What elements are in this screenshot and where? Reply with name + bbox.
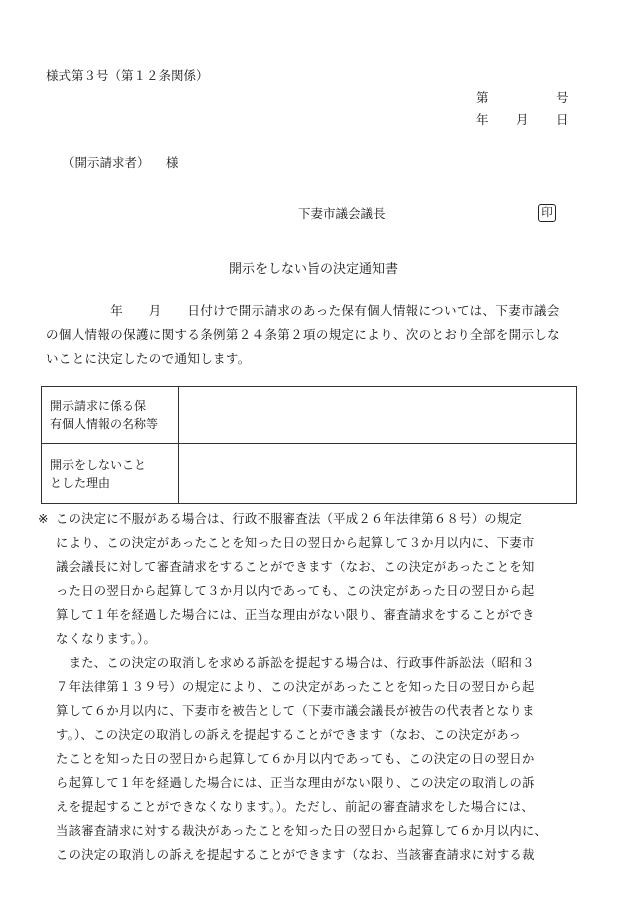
note-line: 算して１年を経過した場合には、正当な理由がない限り、審査請求をすることができ xyxy=(56,608,535,622)
recipient-honorific: 様 xyxy=(166,155,179,170)
intro-line: 年 月 日付けで開示請求のあった保有個人情報については、下妻市議会 xyxy=(46,303,560,318)
note-line: この決定の取消しの訴えを提起することができます（なお、当該審査請求に対する裁 xyxy=(56,848,535,862)
table-label-info-name: 開示請求に係る保 有個人情報の名称等 xyxy=(42,387,179,444)
form-number: 様式第３号（第１２条関係） xyxy=(46,68,209,83)
intro-line: の個人情報の保護に関する条例第２４条第２項の規定により、次のとおり全部を開示しな xyxy=(46,327,561,342)
table-value-info-name xyxy=(179,387,577,444)
date-year: 年 xyxy=(476,112,489,127)
note-line: 当該審査請求に対する裁決があったことを知った日の翌日から起算して６か月以内に、 xyxy=(56,824,548,838)
note-line: ら起算して１年を経過した場合には、正当な理由がない限り、この決定の取消しの訴 xyxy=(56,776,535,790)
table-row xyxy=(42,387,577,444)
recipient-label: （開示請求者） xyxy=(62,155,150,170)
note-line: なくなります。）。 xyxy=(56,632,157,646)
table-row xyxy=(42,444,577,504)
note-line: 議会議長に対して審査請求をすることができます（なお、この決定があったことを知 xyxy=(56,560,535,574)
note-line: った日の翌日から起算して３か月以内であっても、この決定があった日の翌日から起 xyxy=(56,584,535,598)
intro-line: いことに決定したので通知します。 xyxy=(46,351,251,366)
note-line: たことを知った日の翌日から起算して６か月以内であっても、この決定の日の翌日か xyxy=(56,752,535,766)
date-day: 日 xyxy=(556,112,569,127)
appeal-note xyxy=(38,507,586,867)
sender-title: 下妻市議会議長 xyxy=(298,206,386,221)
table-value-reason xyxy=(179,444,577,504)
seal-mark: 印 xyxy=(538,204,556,222)
decision-table xyxy=(41,386,577,504)
note-line: ７年法律第１３９号）の規定により、この決定があったことを知った日の翌日から起 xyxy=(56,680,535,694)
doc-number-suffix: 号 xyxy=(556,90,569,105)
note-line: また、この決定の取消しを求める訴訟を提起する場合は、行政事件訴訟法（昭和３ xyxy=(56,656,535,670)
note-line: この決定に不服がある場合は、行政不服審査法（平成２６年法律第６８号）の規定 xyxy=(56,512,523,526)
note-mark: ※ xyxy=(38,512,49,526)
note-line: により、この決定があったことを知った日の翌日から起算して３か月以内に、下妻市 xyxy=(56,536,535,550)
doc-number-prefix: 第 xyxy=(476,90,489,105)
note-line: えを提起することができなくなります。）。ただし、前記の審査請求をした場合には、 xyxy=(56,800,534,814)
note-line: す。）、この決定の取消しの訴えを提起することができます（なお、この決定があっ xyxy=(56,728,522,742)
document-title: 開示をしない旨の決定通知書 xyxy=(229,262,399,277)
table-label-reason: 開示をしないこと とした理由 xyxy=(42,444,179,504)
date-month: 月 xyxy=(516,112,529,127)
note-line: 算して６か月以内に、下妻市を被告として（下妻市議会議長が被告の代表者となりま xyxy=(56,704,535,718)
intro-paragraph xyxy=(46,299,560,371)
